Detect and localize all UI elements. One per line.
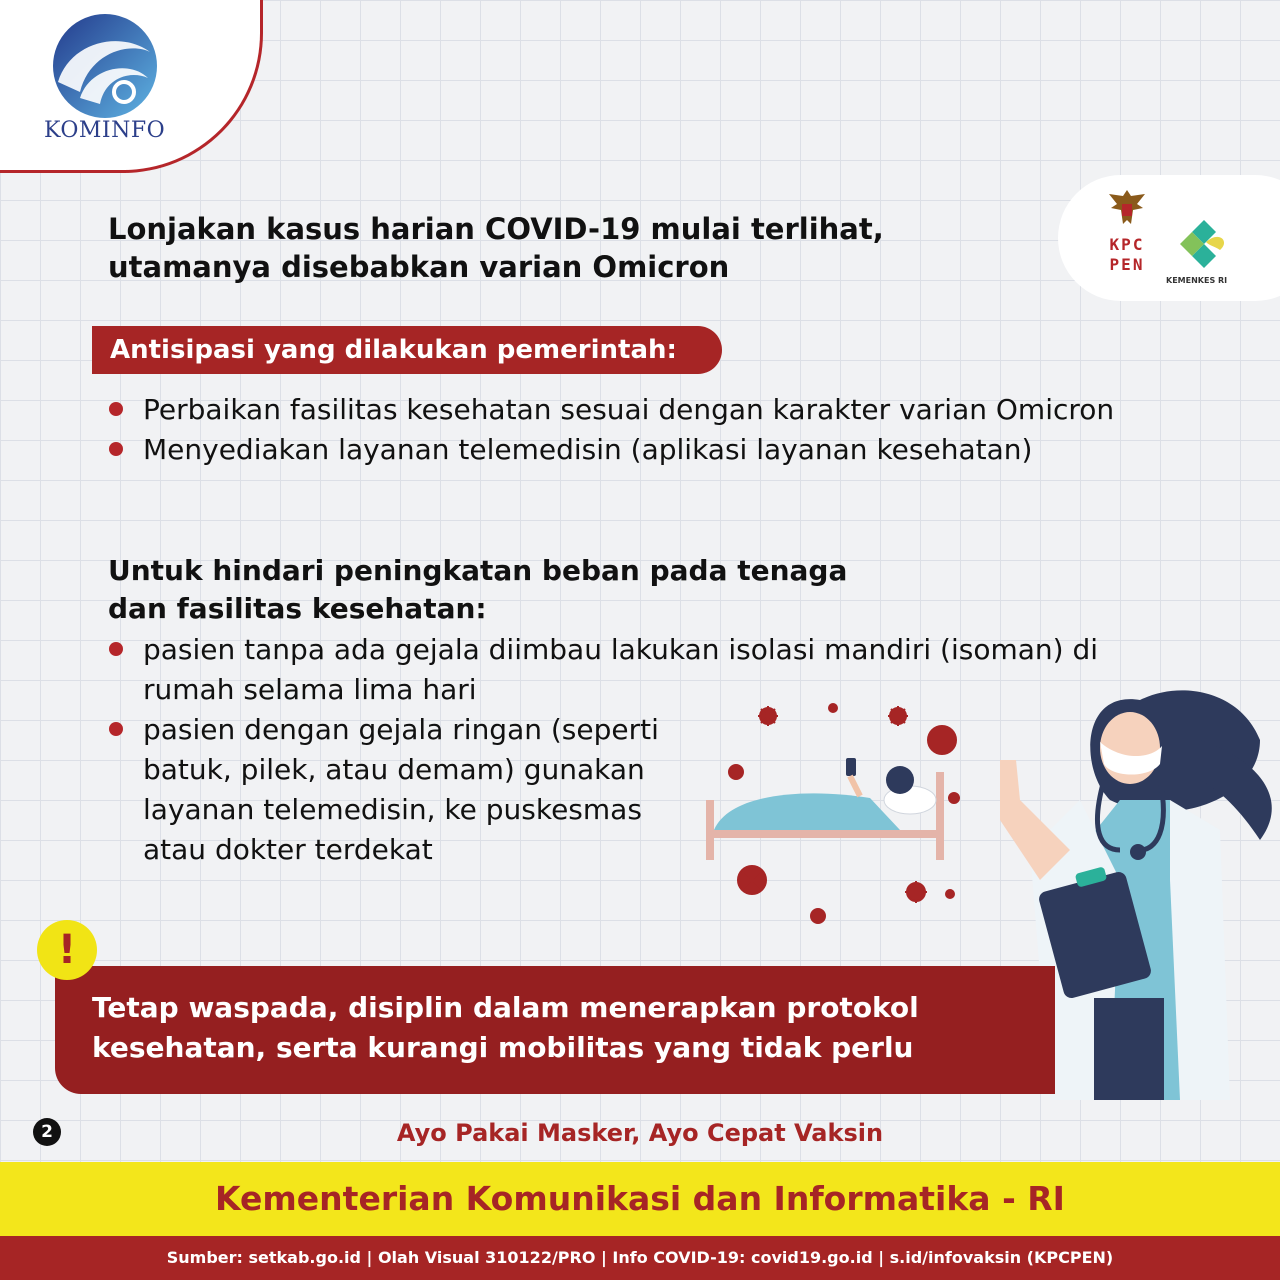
section1-title: Antisipasi yang dilakukan pemerintah: bbox=[110, 335, 677, 365]
warning-icon: ! bbox=[37, 920, 97, 980]
list-item-text: Menyediakan layanan telemedisin (aplikasi layanan kesehatan) bbox=[143, 433, 1033, 466]
garuda-emblem-icon bbox=[1105, 186, 1149, 230]
warning-banner-text: Tetap waspada, disiplin dalam menerapkan protokol kesehatan, serta kurangi mobilitas yang tidak perlu bbox=[92, 991, 919, 1064]
ministry-name: Kementerian Komunikasi dan Informatika - RI bbox=[215, 1179, 1065, 1218]
kemenkes-label: KEMENKES RI bbox=[1166, 276, 1228, 285]
list-item-text: pasien dengan gejala ringan (seperti batuk, pilek, atau demam) gunakan layanan telemedisin, ke puskesmas atau dokter terdekat bbox=[143, 713, 659, 866]
section1-list bbox=[108, 390, 1128, 470]
bullet-icon bbox=[109, 402, 123, 416]
source-line: Sumber: setkab.go.id | Olah Visual 310122/PRO | Info COVID-19: covid19.go.id | s.id/infovaksin (KPCPEN) bbox=[166, 1248, 1114, 1267]
bullet-icon bbox=[109, 722, 123, 736]
list-item-text: pasien tanpa ada gejala diimbau lakukan isolasi mandiri (isoman) di rumah selama lima hari bbox=[143, 633, 1099, 706]
headline: Lonjakan kasus harian COVID-19 mulai terlihat, utamanya disebabkan varian Omicron bbox=[108, 212, 884, 284]
kemenkes-logo-icon bbox=[1176, 216, 1232, 272]
section2-title: Untuk hindari peningkatan beban pada tenaga dan fasilitas kesehatan: bbox=[108, 554, 848, 625]
page-number: 2 bbox=[33, 1118, 61, 1146]
list-item bbox=[108, 710, 683, 870]
slogan: Ayo Pakai Masker, Ayo Cepat Vaksin bbox=[396, 1119, 884, 1147]
kpcpen-logo-text: KPC PEN bbox=[1109, 235, 1145, 274]
kominfo-logo bbox=[50, 12, 160, 120]
kominfo-wordmark: KOMINFO bbox=[44, 118, 166, 143]
bullet-icon bbox=[109, 642, 123, 656]
list-item-text: Perbaikan fasilitas kesehatan sesuai dengan karakter varian Omicron bbox=[143, 393, 1115, 426]
list-item bbox=[108, 390, 1128, 430]
bullet-icon bbox=[109, 442, 123, 456]
list-item bbox=[108, 430, 1128, 470]
